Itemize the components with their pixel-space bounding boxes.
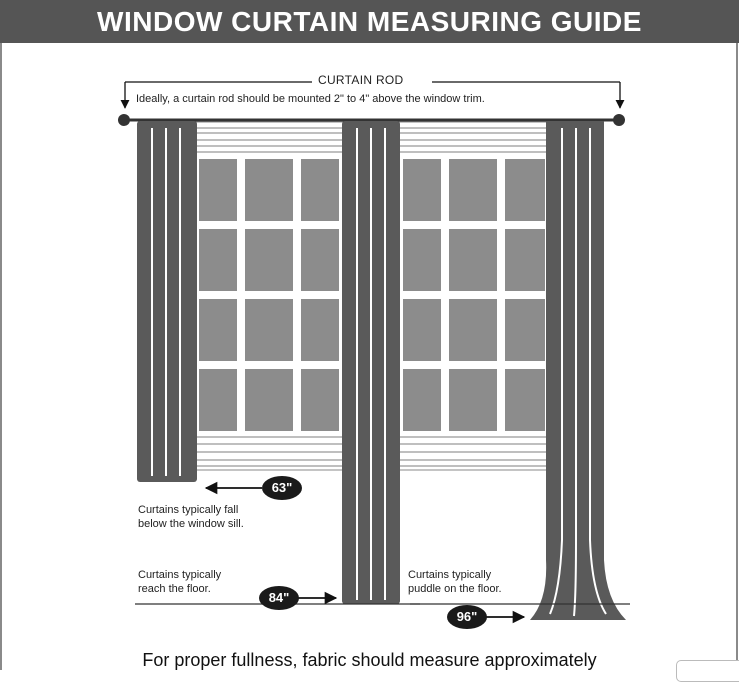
curtain-floor bbox=[342, 121, 400, 604]
curtain-short bbox=[137, 121, 197, 482]
caption-63-line1: Curtains typically fall bbox=[138, 504, 239, 516]
caption-96-line1: Curtains typically bbox=[408, 569, 492, 581]
rod-mounting-note: Ideally, a curtain rod should be mounted 2" to 4" above the window trim. bbox=[136, 93, 485, 105]
badge-84: 84" bbox=[268, 590, 290, 605]
guide-title: WINDOW CURTAIN MEASURING GUIDE bbox=[97, 5, 642, 37]
footer-fullness-note: For proper fullness, fabric should measure approximately bbox=[142, 650, 597, 670]
caption-84-line2: reach the floor. bbox=[138, 583, 211, 595]
caption-63-line2: below the window sill. bbox=[138, 518, 244, 530]
caption-96-line2: puddle on the floor. bbox=[408, 583, 502, 595]
badge-96: 96" bbox=[456, 609, 478, 624]
corner-box bbox=[676, 660, 739, 682]
caption-84-line1: Curtains typically bbox=[138, 569, 222, 581]
rod-label: CURTAIN ROD bbox=[315, 74, 407, 87]
badge-63: 63" bbox=[271, 480, 293, 495]
